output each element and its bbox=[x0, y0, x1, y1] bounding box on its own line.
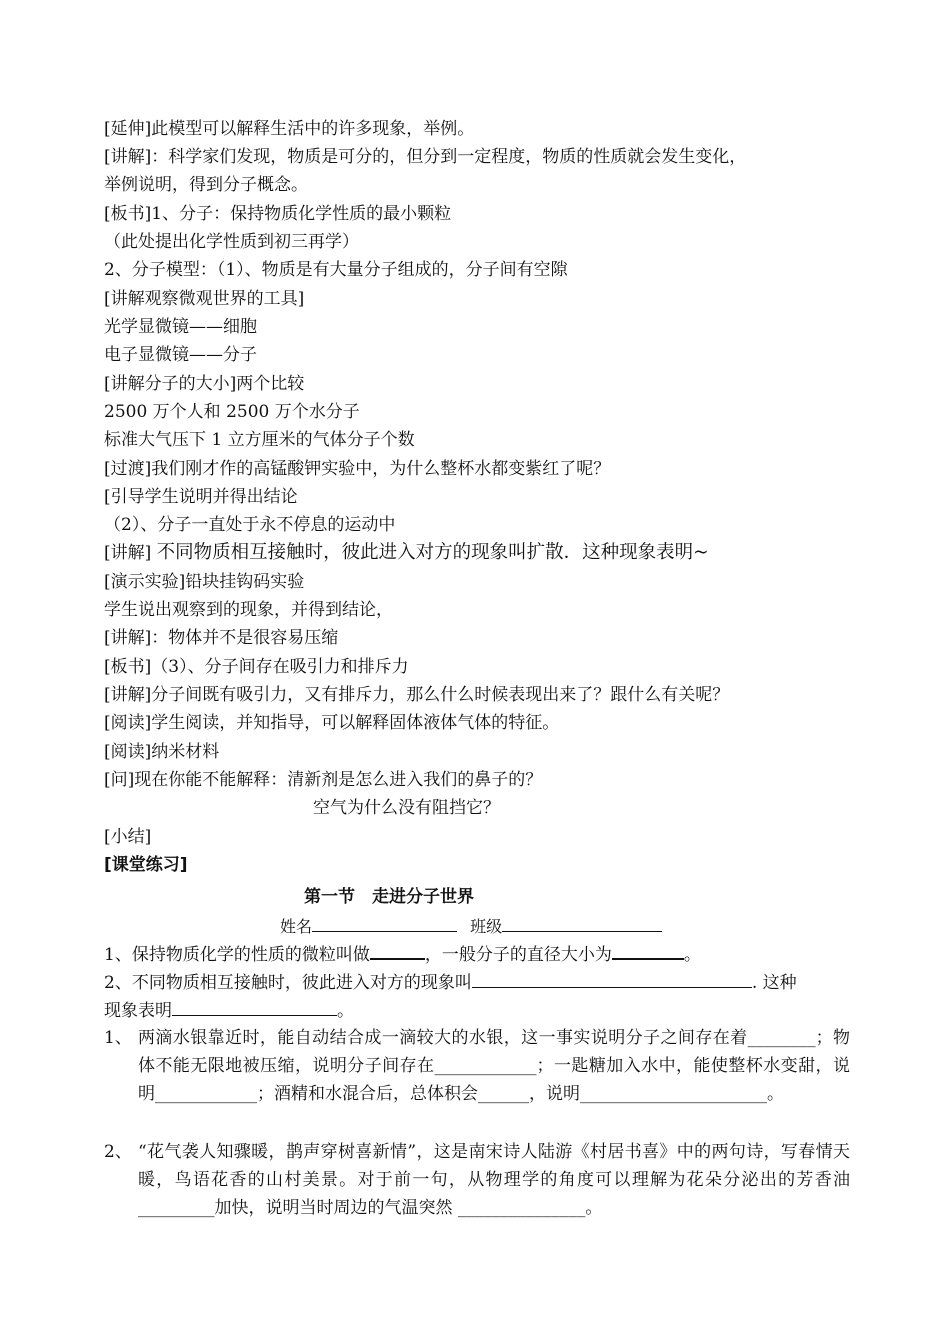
q2-text-a: 2、不同物质相互接触时，彼此进入对方的现象叫 bbox=[104, 973, 472, 993]
class-blank[interactable] bbox=[502, 913, 662, 932]
q1-text-b: ，一般分子的直径大小为 bbox=[424, 945, 612, 965]
q2-text-c: 现象表明 bbox=[104, 1001, 172, 1021]
question-3-number: 1、 bbox=[104, 1028, 132, 1048]
q1-text-a: 1、保持物质化学的性质的微粒叫做 bbox=[104, 945, 370, 965]
line-demo: [演示实验]铅块挂钩码实验 bbox=[104, 572, 305, 592]
line-reading-2: [阅读]纳米材料 bbox=[104, 742, 220, 762]
line-question: [问]现在你能不能解释：清新剂是怎么进入我们的鼻子的？ bbox=[104, 770, 543, 790]
q1-blank-2[interactable] bbox=[612, 940, 684, 960]
line-compare-1: 2500 万个人和 2500 万个水分子 bbox=[104, 402, 360, 422]
line-size: [讲解分子的大小]两个比较 bbox=[104, 374, 305, 394]
line-summary: [小结] bbox=[104, 827, 152, 847]
question-4-number: 2、 bbox=[104, 1142, 132, 1162]
line-electron: 电子显微镜——分子 bbox=[104, 345, 257, 365]
q2-blank-1[interactable] bbox=[472, 969, 752, 988]
section-practice: [课堂练习] bbox=[104, 855, 188, 875]
name-class-row bbox=[280, 913, 662, 937]
line-compress: [讲解]：物体并不是很容易压缩 bbox=[104, 628, 339, 648]
q1-text-c: 。 bbox=[683, 945, 701, 965]
q2-text-d: 。 bbox=[337, 1001, 354, 1021]
name-label: 姓名 bbox=[280, 917, 313, 936]
line-model-2: （2）、分子一直处于永不停息的运动中 bbox=[104, 515, 396, 535]
class-label: 班级 bbox=[470, 917, 503, 936]
line-extension: [延伸]此模型可以解释生活中的许多现象，举例。 bbox=[104, 119, 475, 139]
line-guide: [引导学生说明并得出结论 bbox=[104, 487, 298, 507]
question-1 bbox=[104, 940, 701, 967]
line-explain-1: [讲解]：科学家们发现，物质是可分的，但分到一定程度，物质的性质就会发生变化， bbox=[104, 147, 747, 167]
line-forces: [讲解]分子间既有吸引力，又有排斥力，那么什么时候表现出来了？跟什么有关呢？ bbox=[104, 685, 730, 705]
q2-text-b: . 这种 bbox=[751, 973, 797, 993]
question-2 bbox=[104, 969, 797, 995]
line-explain-1-cont: 举例说明，得到分子概念。 bbox=[104, 175, 308, 195]
line-students: 学生说出观察到的现象，并得到结论， bbox=[104, 600, 393, 620]
line-question-2: 空气为什么没有阻挡它？ bbox=[313, 798, 500, 818]
q2-blank-2[interactable] bbox=[172, 997, 337, 1016]
question-3-text: 两滴水银靠近时，能自动结合成一滴较大的水银，这一事实说明分子之间存在着________；物体不能无限地被压缩，说明分子间存在____________；一匙糖加入水中，能使整杯水变甜，说明____________；酒精和水混合后，总体积会______，说明______________________。 bbox=[138, 1028, 850, 1104]
line-compare-2: 标准大气压下 1 立方厘米的气体分子个数 bbox=[104, 430, 415, 450]
name-blank[interactable] bbox=[312, 913, 457, 932]
question-2-cont bbox=[104, 997, 354, 1023]
question-4-text: “花气袭人知骤暖，鹊声穿树喜新情”，这是南宋诗人陆游《村居书喜》中的两句诗，写春情天暖，鸟语花香的山村美景。对于前一句，从物理学的角度可以理解为花朵分泌出的芳香油_________加快，说明当时周边的气温突然 _______________。 bbox=[138, 1142, 850, 1218]
exercise-title: 第一节 走进分子世界 bbox=[304, 887, 474, 907]
line-reading-1: [阅读]学生阅读，并知指导，可以解释固体液体气体的特征。 bbox=[104, 713, 560, 733]
line-board-1: [板书]1、分子：保持物质化学性质的最小颗粒 bbox=[104, 204, 452, 224]
line-diffusion bbox=[104, 541, 709, 565]
q1-blank-1[interactable] bbox=[370, 940, 425, 960]
line-diffusion-text: 不同物质相互接触时，彼此进入对方的现象叫扩散．这种现象表明~ bbox=[156, 542, 709, 563]
line-board-3: [板书]（3）、分子间存在吸引力和排斥力 bbox=[104, 657, 409, 677]
line-transition: [过渡]我们刚才作的高锰酸钾实验中，为什么整杯水都变紫红了呢？ bbox=[104, 459, 611, 479]
line-note: （此处提出化学性质到初三再学） bbox=[104, 232, 359, 252]
line-model-1: 2、分子模型：（1）、物质是有大量分子组成的，分子间有空隙 bbox=[104, 260, 568, 280]
line-optical: 光学显微镜——细胞 bbox=[104, 317, 257, 337]
line-tools: [讲解观察微观世界的工具] bbox=[104, 289, 305, 309]
line-diffusion-tag: [讲解] bbox=[104, 543, 152, 563]
